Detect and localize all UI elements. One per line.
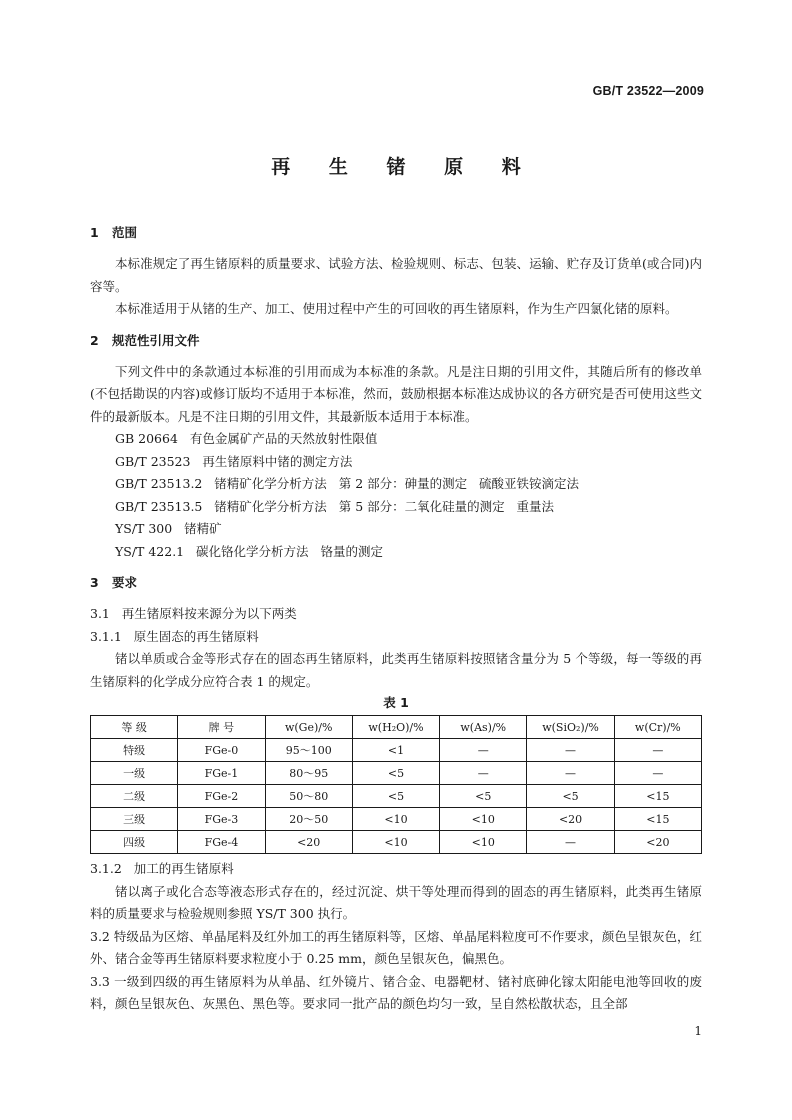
table-header-row bbox=[91, 716, 702, 739]
table-cell: — bbox=[527, 762, 614, 785]
table-row bbox=[91, 831, 702, 854]
table-cell: 20～50 bbox=[265, 808, 352, 831]
table-cell: 特级 bbox=[91, 739, 178, 762]
page-number: 1 bbox=[694, 1024, 702, 1038]
composition-table bbox=[90, 715, 702, 854]
table-row bbox=[91, 808, 702, 831]
document-body bbox=[90, 222, 702, 1016]
table-caption: 表 1 bbox=[383, 695, 409, 710]
table-row bbox=[91, 739, 702, 762]
paragraph: 锗以离子或化合态等液态形式存在的，经过沉淀、烘干等处理而得到的固态的再生锗原料，此类再生锗原料的质量要求与检验规则参照 YS/T 300 执行。 bbox=[90, 883, 702, 921]
section-number: 2 bbox=[90, 332, 99, 348]
section-2-heading bbox=[90, 330, 702, 352]
paragraph: 本标准适用于从锗的生产、加工、使用过程中产生的可回收的再生锗原料，作为生产四氯化锗的原料。 bbox=[115, 301, 678, 316]
table-cell: <20 bbox=[265, 831, 352, 854]
subsection-heading: 3.1.2 加工的再生锗原料 bbox=[90, 861, 234, 876]
reference-item: GB/T 23523 再生锗原料中锗的测定方法 bbox=[115, 453, 353, 469]
table-cell: FGe-1 bbox=[178, 762, 265, 785]
clause-3-3: 3.3 一级到四级的再生锗原料为从单晶、红外镜片、锗合金、电器靶材、锗衬底砷化镓太阳能电池等回收的废料，颜色呈银灰色、灰黑色、黑色等。要求同一批产品的颜色均匀一致，呈自然松散状态，且全部 bbox=[90, 973, 702, 1011]
header-cell: 等 级 bbox=[91, 716, 178, 739]
section-3-heading bbox=[90, 572, 702, 594]
table-row bbox=[91, 785, 702, 808]
standard-code: GB/T 23522—2009 bbox=[592, 84, 704, 98]
header-cell: w(SiO₂)/% bbox=[527, 716, 614, 739]
reference-item: GB/T 23513.5 锗精矿化学分析方法 第 5 部分：二氧化硅量的测定 重量法 bbox=[115, 498, 555, 514]
table-cell: — bbox=[527, 739, 614, 762]
table-cell: FGe-4 bbox=[178, 831, 265, 854]
table-cell: <20 bbox=[527, 808, 614, 831]
section-1-heading bbox=[90, 222, 702, 244]
subsection-heading: 3.1.1 原生固态的再生锗原料 bbox=[90, 628, 259, 644]
table-cell: <1 bbox=[352, 739, 439, 762]
table-cell: 一级 bbox=[91, 762, 178, 785]
header-cell: w(Ge)/% bbox=[265, 716, 352, 739]
header-cell: 牌 号 bbox=[178, 716, 265, 739]
table-cell: <5 bbox=[440, 785, 527, 808]
table-cell: <10 bbox=[352, 808, 439, 831]
table-cell: FGe-3 bbox=[178, 808, 265, 831]
table-cell: — bbox=[527, 831, 614, 854]
table-cell: — bbox=[614, 762, 701, 785]
table-cell: FGe-2 bbox=[178, 785, 265, 808]
table-cell: <15 bbox=[614, 785, 701, 808]
table-cell: <5 bbox=[352, 762, 439, 785]
table-cell: — bbox=[440, 762, 527, 785]
table-cell: 三级 bbox=[91, 808, 178, 831]
table-cell: <10 bbox=[440, 808, 527, 831]
table-cell: <20 bbox=[614, 831, 701, 854]
table-cell: 二级 bbox=[91, 785, 178, 808]
header-cell: w(H₂O)/% bbox=[352, 716, 439, 739]
section-title: 规范性引用文件 bbox=[112, 332, 200, 348]
table-cell: 四级 bbox=[91, 831, 178, 854]
table-cell: <10 bbox=[352, 831, 439, 854]
table-cell: 95～100 bbox=[265, 739, 352, 762]
section-title: 要求 bbox=[112, 575, 138, 590]
section-title: 范围 bbox=[112, 225, 138, 240]
reference-item: GB/T 23513.2 锗精矿化学分析方法 第 2 部分：砷量的测定 硫酸亚铁铵滴定法 bbox=[115, 476, 580, 491]
reference-item: GB 20664 有色金属矿产品的天然放射性限值 bbox=[115, 431, 378, 446]
header-cell: w(Cr)/% bbox=[614, 716, 701, 739]
table-cell: <15 bbox=[614, 808, 701, 831]
reference-item: YS/T 422.1 碳化铬化学分析方法 铬量的测定 bbox=[115, 543, 383, 559]
table-cell: — bbox=[614, 739, 701, 762]
document-title: 再 生 锗 原 料 bbox=[271, 156, 537, 178]
paragraph: 锗以单质或合金等形式存在的固态再生锗原料，此类再生锗原料按照锗含量分为 5 个等级，每一等级的再生锗原料的化学成分应符合表 1 的规定。 bbox=[90, 651, 702, 689]
header-cell: w(As)/% bbox=[440, 716, 527, 739]
section-number: 3 bbox=[90, 575, 99, 590]
clause-3-2: 3.2 特级品为区熔、单晶尾料及红外加工的再生锗原料等，区熔、单晶尾料粒度可不作要求，颜色呈银灰色，红外、锗合金等再生锗原料要求粒度小于 0.25 mm，颜色呈银灰色，偏黑色。 bbox=[90, 928, 702, 966]
paragraph: 本标准规定了再生锗原料的质量要求、试验方法、检验规则、标志、包装、运输、贮存及订货单(或合同)内容等。 bbox=[90, 256, 702, 294]
table-cell: <5 bbox=[352, 785, 439, 808]
subsection-heading: 3.1 再生锗原料按来源分为以下两类 bbox=[90, 606, 297, 621]
table-cell: <5 bbox=[527, 785, 614, 808]
table-row bbox=[91, 762, 702, 785]
paragraph: 下列文件中的条款通过本标准的引用而成为本标准的条款。凡是注日期的引用文件，其随后所有的修改单(不包括勘误的内容)或修订版均不适用于本标准，然而，鼓励根据本标准达成协议的各方研究是否可使用这些文件的最新版本。凡是不注日期的引用文件，其最新版本适用于本标准。 bbox=[90, 363, 702, 424]
table-cell: FGe-0 bbox=[178, 739, 265, 762]
reference-item: YS/T 300 锗精矿 bbox=[115, 521, 222, 536]
table-cell: <10 bbox=[440, 831, 527, 854]
section-number: 1 bbox=[90, 225, 99, 240]
table-cell: 50～80 bbox=[265, 785, 352, 808]
table-cell: 80～95 bbox=[265, 762, 352, 785]
table-cell: — bbox=[440, 739, 527, 762]
